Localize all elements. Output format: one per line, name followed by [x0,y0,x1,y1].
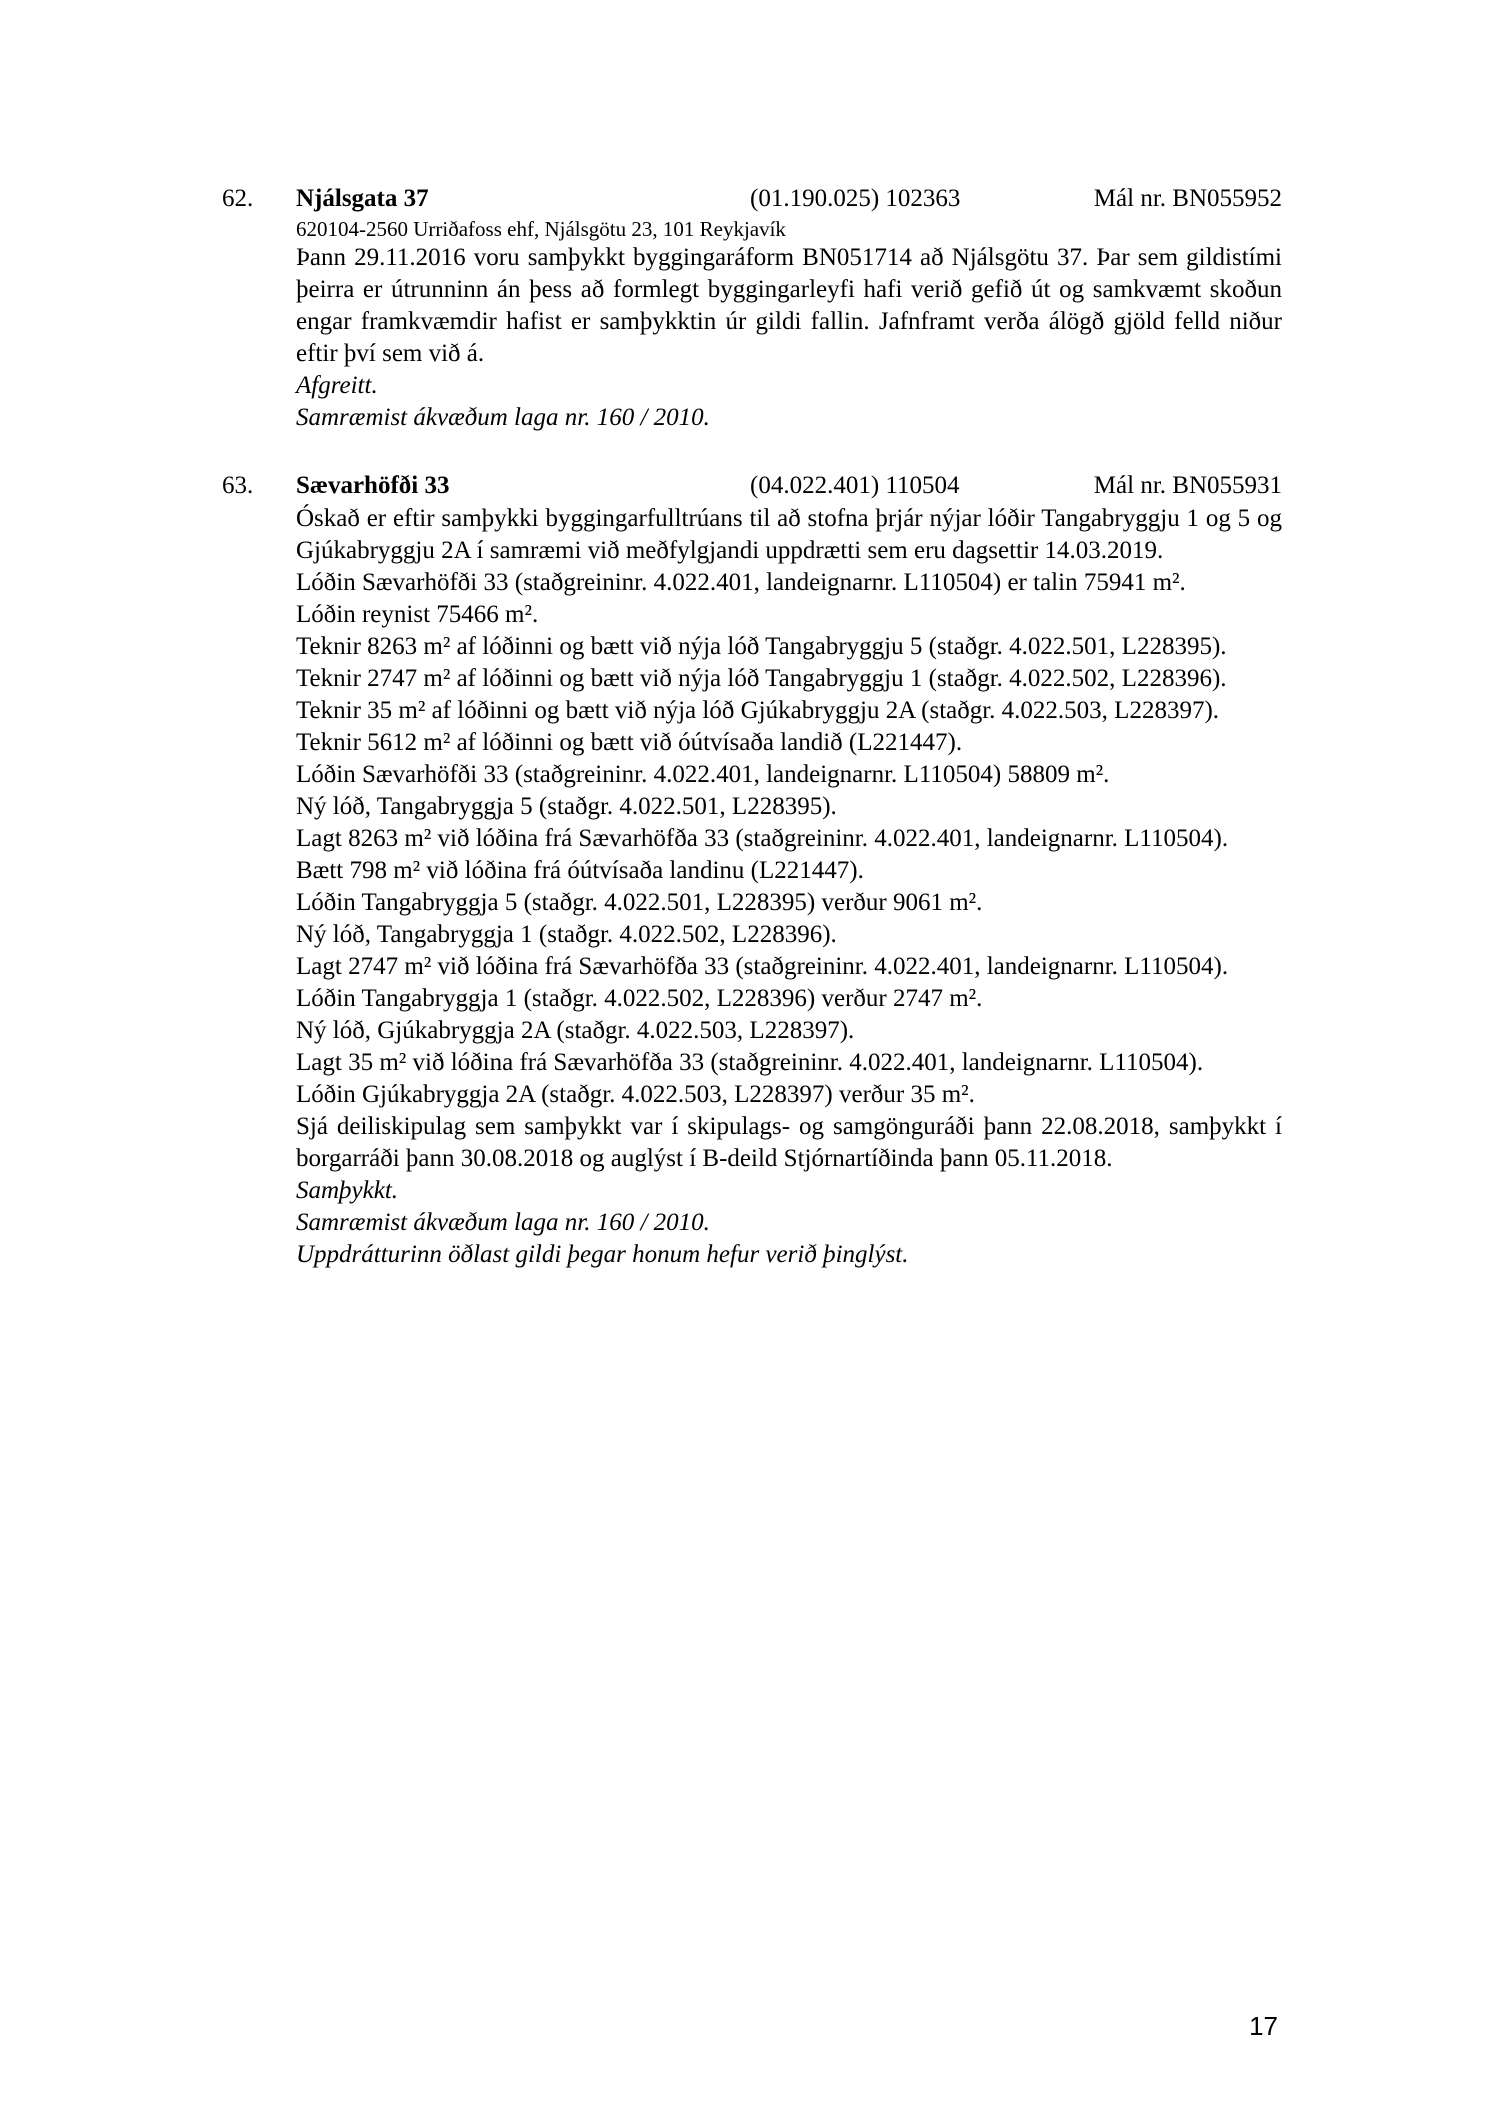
item-paragraph: Bætt 798 m² við lóðina frá óútvísaða landinu (L221447). [296,857,864,884]
item-paragraph: Teknir 35 m² af lóðinni og bætt við nýja lóð Gjúkabryggju 2A (staðgr. 4.022.503, L228397). [296,697,1220,724]
item-paragraph: Teknir 5612 m² af lóðinni og bætt við óútvísaða landið (L221447). [296,729,963,756]
item-number: 62. [222,185,254,212]
item-paragraph: Lóðin Sævarhöfði 33 (staðgreininr. 4.022.401, landeignarnr. L110504) er talin 75941 m². [296,569,1186,596]
item-paragraph: Óskað er eftir samþykki byggingarfulltrúans til að stofna þrjár nýjar lóðir Tangabryggju 1 og 5 og Gjúkabryggju 2A í samræmi við meðfylgjandi uppdrætti sem eru dagsettir 14.03.2019. [296,505,1282,564]
item-case-number: Mál nr. BN055952 [1093,185,1282,212]
agenda-item-62 [222,182,1282,434]
item-header [222,182,1282,216]
item-paragraph: Sjá deiliskipulag sem samþykkt var í skipulags- og samgönguráði þann 22.08.2018, samþykkt í borgarráði þann 30.08.2018 og auglýst í B-deild Stjórnartíðinda þann 05.11.2018. [296,1113,1282,1172]
item-paragraph: Lagt 35 m² við lóðina frá Sævarhöfða 33 (staðgreininr. 4.022.401, landeignarnr. L110504). [296,1049,1204,1076]
agenda-item-63 [222,469,1282,1271]
item-body [296,503,1282,1271]
item-paragraph: Ný lóð, Tangabryggja 1 (staðgr. 4.022.502, L228396). [296,921,837,948]
item-owner: 620104-2560 Urriðafoss ehf, Njálsgötu 23, 101 Reykjavík [296,217,786,241]
item-case-number: Mál nr. BN055931 [1093,472,1282,499]
item-law-reference: Samræmist ákvæðum laga nr. 160 / 2010. [296,404,710,431]
item-body [296,216,1282,434]
item-paragraph: Lóðin reynist 75466 m². [296,601,539,628]
page-number: 17 [1249,2011,1278,2041]
item-address: Sævarhöfði 33 [296,472,450,499]
item-paragraph: Ný lóð, Gjúkabryggja 2A (staðgr. 4.022.503, L228397). [296,1017,855,1044]
item-land-reference: (04.022.401) 110504 [750,472,960,499]
item-header [222,469,1282,503]
item-decision: Samþykkt. [296,1177,399,1204]
item-land-reference: (01.190.025) 102363 [750,185,961,212]
item-text: Þann 29.11.2016 voru samþykkt byggingaráform BN051714 að Njálsgötu 37. Þar sem gildistími þeirra er útrunninn án þess að formlegt byggingarleyfi hafi verið gefið út og samkvæmt skoðun engar framkvæmdir hafist er samþykktin úr gildi fallin. Jafnframt verða álögð gjöld felld niður eftir því sem við á. [296,244,1282,367]
item-number: 63. [222,472,254,499]
item-decision: Afgreitt. [296,372,378,399]
item-paragraph: Lóðin Tangabryggja 5 (staðgr. 4.022.501, L228395) verður 9061 m². [296,889,983,916]
item-paragraph: Teknir 8263 m² af lóðinni og bætt við nýja lóð Tangabryggju 5 (staðgr. 4.022.501, L228395). [296,633,1227,660]
item-note: Uppdrátturinn öðlast gildi þegar honum hefur verið þinglýst. [296,1241,909,1268]
item-paragraph: Lagt 2747 m² við lóðina frá Sævarhöfða 33 (staðgreininr. 4.022.401, landeignarnr. L110504). [296,953,1229,980]
item-law-reference: Samræmist ákvæðum laga nr. 160 / 2010. [296,1209,710,1236]
item-paragraph: Lagt 8263 m² við lóðina frá Sævarhöfða 33 (staðgreininr. 4.022.401, landeignarnr. L110504). [296,825,1229,852]
item-paragraph: Teknir 2747 m² af lóðinni og bætt við nýja lóð Tangabryggju 1 (staðgr. 4.022.502, L228396). [296,665,1227,692]
item-paragraph: Lóðin Gjúkabryggja 2A (staðgr. 4.022.503, L228397) verður 35 m². [296,1081,975,1108]
item-paragraph: Ný lóð, Tangabryggja 5 (staðgr. 4.022.501, L228395). [296,793,837,820]
item-paragraph: Lóðin Sævarhöfði 33 (staðgreininr. 4.022.401, landeignarnr. L110504) 58809 m². [296,761,1110,788]
item-address: Njálsgata 37 [296,185,429,212]
item-paragraph: Lóðin Tangabryggja 1 (staðgr. 4.022.502, L228396) verður 2747 m². [296,985,983,1012]
